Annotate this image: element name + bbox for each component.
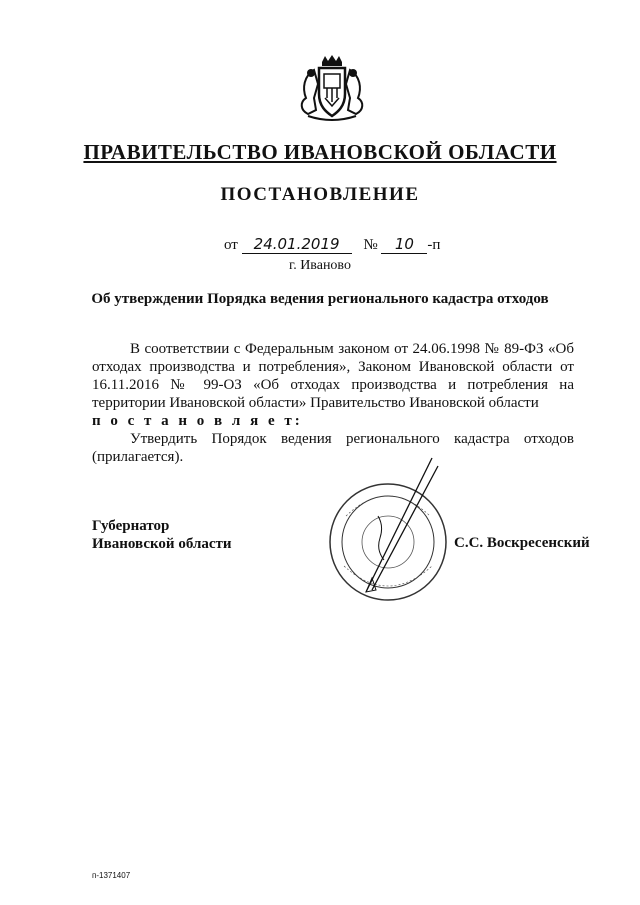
document-date: 24.01.2019 <box>242 236 352 254</box>
date-number-line <box>224 236 440 254</box>
signatory-title-line1: Губернатор <box>92 518 170 534</box>
signatory-position <box>92 517 232 553</box>
document-type: ПОСТАНОВЛЕНИЕ <box>220 184 420 205</box>
document-number: 10 <box>381 236 427 254</box>
number-suffix: -п <box>427 237 441 253</box>
number-sign: № <box>363 237 378 253</box>
organization-title: ПРАВИТЕЛЬСТВО ИВАНОВСКОЙ ОБЛАСТИ <box>83 140 557 164</box>
footer-code: п-1371407 <box>92 871 131 880</box>
coat-of-arms-emblem <box>294 54 370 126</box>
decree-word: п о с т а н о в л я е т: <box>92 413 303 429</box>
document-body <box>92 340 574 466</box>
resolution-paragraph: Утвердить Порядок ведения регионального кадастра отходов (прилагается). <box>92 431 574 465</box>
document-subject: Об утверждении Порядка ведения регионального кадастра отходов <box>91 291 549 307</box>
city: г. Иваново <box>289 258 351 273</box>
official-seal-stamp <box>320 456 460 604</box>
preamble-paragraph: В соответствии с Федеральным законом от 24.06.1998 № 89-ФЗ «Об отходах производства и потребления», Законом Ивановской области от 16.11.2016 № 99-ОЗ «Об отходах производства и потребления на территории Ивановской области» Правительство Ивановской области <box>92 341 574 411</box>
signatory-title-line2: Ивановской области <box>92 536 232 552</box>
date-prefix: от <box>224 237 238 253</box>
signatory-name: С.С. Воскресенский <box>454 535 590 551</box>
